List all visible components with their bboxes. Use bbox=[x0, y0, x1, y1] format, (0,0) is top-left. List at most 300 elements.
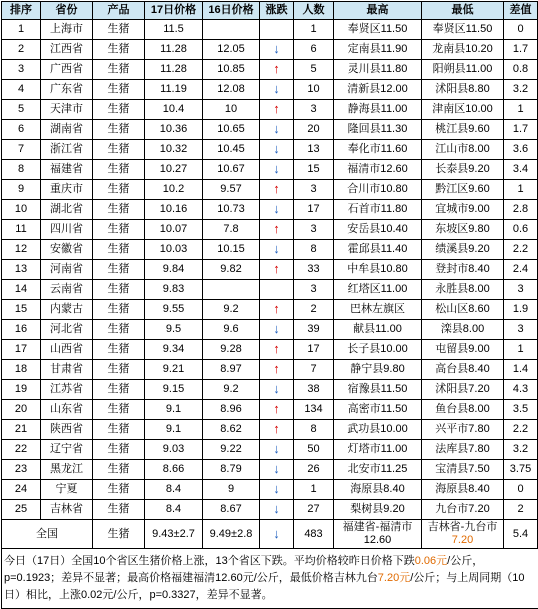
cell-price-17: 9.84 bbox=[145, 260, 203, 280]
arrow-down-icon: ↓ bbox=[273, 81, 280, 96]
arrow-down-icon: ↓ bbox=[273, 161, 280, 176]
summary-price-16: 9.49±2.8 bbox=[203, 520, 260, 549]
cell-low: 高台县8.40 bbox=[422, 360, 504, 380]
cell-province: 广东省 bbox=[41, 80, 93, 100]
table-row bbox=[2, 420, 538, 440]
header-row bbox=[2, 2, 538, 20]
cell-diff: 2.2 bbox=[504, 240, 538, 260]
cell-high: 奉化市11.60 bbox=[334, 140, 422, 160]
cell-trend bbox=[260, 120, 294, 140]
header-low: 最低 bbox=[422, 2, 504, 20]
cell-province: 浙江省 bbox=[41, 140, 93, 160]
cell-province: 山东省 bbox=[41, 400, 93, 420]
cell-rank: 10 bbox=[2, 200, 41, 220]
cell-price-17: 9.03 bbox=[145, 440, 203, 460]
cell-count: 3 bbox=[294, 220, 334, 240]
cell-province: 黑龙江 bbox=[41, 460, 93, 480]
cell-diff: 2.2 bbox=[504, 420, 538, 440]
table-row bbox=[2, 100, 538, 120]
cell-rank: 3 bbox=[2, 60, 41, 80]
cell-product: 生猪 bbox=[93, 200, 145, 220]
cell-high: 奉贤区11.50 bbox=[334, 20, 422, 40]
table-row bbox=[2, 140, 538, 160]
cell-product: 生猪 bbox=[93, 80, 145, 100]
table-row bbox=[2, 40, 538, 60]
cell-price-17: 10.32 bbox=[145, 140, 203, 160]
cell-diff: 3.2 bbox=[504, 440, 538, 460]
cell-diff: 3 bbox=[504, 280, 538, 300]
cell-trend bbox=[260, 360, 294, 380]
cell-low: 江山市8.00 bbox=[422, 140, 504, 160]
cell-rank: 19 bbox=[2, 380, 41, 400]
arrow-down-icon: ↓ bbox=[273, 41, 280, 56]
cell-low: 津南区10.00 bbox=[422, 100, 504, 120]
summary-product: 生猪 bbox=[93, 520, 145, 549]
summary-price-17: 9.43±2.7 bbox=[145, 520, 203, 549]
arrow-down-icon: ↓ bbox=[273, 481, 280, 496]
cell-low: 兴平市7.80 bbox=[422, 420, 504, 440]
cell-high: 合川市10.80 bbox=[334, 180, 422, 200]
cell-price-17: 9.15 bbox=[145, 380, 203, 400]
cell-count: 17 bbox=[294, 200, 334, 220]
cell-low: 宜城市9.00 bbox=[422, 200, 504, 220]
cell-product: 生猪 bbox=[93, 280, 145, 300]
arrow-up-icon: ↑ bbox=[273, 421, 280, 436]
cell-product: 生猪 bbox=[93, 240, 145, 260]
cell-product: 生猪 bbox=[93, 220, 145, 240]
header-price-16: 16日价格 bbox=[203, 2, 260, 20]
cell-province: 云南省 bbox=[41, 280, 93, 300]
cell-rank: 6 bbox=[2, 120, 41, 140]
table-row bbox=[2, 500, 538, 520]
cell-low: 永胜县8.00 bbox=[422, 280, 504, 300]
cell-high: 灵川县11.80 bbox=[334, 60, 422, 80]
arrow-down-icon: ↓ bbox=[273, 441, 280, 456]
arrow-down-icon: ↓ bbox=[273, 201, 280, 216]
price-table bbox=[1, 1, 538, 549]
cell-low: 屯留县9.00 bbox=[422, 340, 504, 360]
cell-diff: 3 bbox=[504, 320, 538, 340]
cell-price-16: 9.57 bbox=[203, 180, 260, 200]
cell-province: 广西省 bbox=[41, 60, 93, 80]
cell-diff: 1 bbox=[504, 180, 538, 200]
summary-row bbox=[2, 520, 538, 549]
table-row bbox=[2, 120, 538, 140]
cell-trend bbox=[260, 240, 294, 260]
table-row bbox=[2, 300, 538, 320]
table-row bbox=[2, 280, 538, 300]
arrow-up-icon: ↑ bbox=[273, 101, 280, 116]
cell-trend bbox=[260, 140, 294, 160]
cell-count: 3 bbox=[294, 280, 334, 300]
cell-rank: 18 bbox=[2, 360, 41, 380]
cell-price-17: 10.4 bbox=[145, 100, 203, 120]
cell-trend bbox=[260, 320, 294, 340]
cell-high: 长子县10.00 bbox=[334, 340, 422, 360]
cell-product: 生猪 bbox=[93, 400, 145, 420]
arrow-down-icon: ↓ bbox=[273, 321, 280, 336]
cell-high: 静宁县9.80 bbox=[334, 360, 422, 380]
cell-trend bbox=[260, 280, 294, 300]
cell-rank: 7 bbox=[2, 140, 41, 160]
table-row bbox=[2, 460, 538, 480]
cell-price-17: 8.66 bbox=[145, 460, 203, 480]
cell-price-17: 10.07 bbox=[145, 220, 203, 240]
cell-province: 河南省 bbox=[41, 260, 93, 280]
cell-price-16: 9 bbox=[203, 480, 260, 500]
table-row bbox=[2, 160, 538, 180]
cell-price-16: 8.79 bbox=[203, 460, 260, 480]
cell-product: 生猪 bbox=[93, 260, 145, 280]
cell-province: 江苏省 bbox=[41, 380, 93, 400]
cell-province: 四川省 bbox=[41, 220, 93, 240]
cell-product: 生猪 bbox=[93, 360, 145, 380]
cell-product: 生猪 bbox=[93, 60, 145, 80]
cell-diff: 1.4 bbox=[504, 360, 538, 380]
cell-product: 生猪 bbox=[93, 20, 145, 40]
cell-product: 生猪 bbox=[93, 320, 145, 340]
cell-product: 生猪 bbox=[93, 440, 145, 460]
cell-high: 海原县8.40 bbox=[334, 480, 422, 500]
cell-rank: 8 bbox=[2, 160, 41, 180]
cell-price-16: 10.65 bbox=[203, 120, 260, 140]
header-trend: 涨跌 bbox=[260, 2, 294, 20]
cell-province: 福建省 bbox=[41, 160, 93, 180]
cell-low: 沭阳县8.80 bbox=[422, 80, 504, 100]
cell-province: 湖北省 bbox=[41, 200, 93, 220]
cell-low: 滦县8.00 bbox=[422, 320, 504, 340]
cell-trend bbox=[260, 200, 294, 220]
cell-rank: 15 bbox=[2, 300, 41, 320]
cell-count: 15 bbox=[294, 160, 334, 180]
cell-diff: 0 bbox=[504, 480, 538, 500]
cell-low: 海原县8.40 bbox=[422, 480, 504, 500]
cell-low: 九台市7.20 bbox=[422, 500, 504, 520]
header-product: 产品 bbox=[93, 2, 145, 20]
cell-count: 8 bbox=[294, 240, 334, 260]
summary-diff: 5.4 bbox=[504, 520, 538, 549]
cell-trend bbox=[260, 260, 294, 280]
cell-rank: 9 bbox=[2, 180, 41, 200]
cell-province: 吉林省 bbox=[41, 500, 93, 520]
cell-price-17: 10.2 bbox=[145, 180, 203, 200]
cell-rank: 17 bbox=[2, 340, 41, 360]
cell-rank: 14 bbox=[2, 280, 41, 300]
cell-price-16: 12.05 bbox=[203, 40, 260, 60]
header-count: 人数 bbox=[294, 2, 334, 20]
cell-price-17: 10.27 bbox=[145, 160, 203, 180]
summary-count: 483 bbox=[294, 520, 334, 549]
cell-low: 法库县7.80 bbox=[422, 440, 504, 460]
arrow-up-icon: ↑ bbox=[273, 341, 280, 356]
note-highlight-drop: 0.06元 bbox=[414, 555, 448, 567]
arrow-down-icon: ↓ bbox=[273, 461, 280, 476]
note-text-1: 今日（17日）全国10个省区生猪价格上涨，13个省区下跌。平均价格较昨日价格下跌 bbox=[4, 555, 415, 567]
cell-province: 湖南省 bbox=[41, 120, 93, 140]
cell-price-16: 10.85 bbox=[203, 60, 260, 80]
cell-trend bbox=[260, 300, 294, 320]
cell-count: 20 bbox=[294, 120, 334, 140]
cell-product: 生猪 bbox=[93, 340, 145, 360]
cell-price-17: 11.28 bbox=[145, 40, 203, 60]
cell-price-17: 9.1 bbox=[145, 420, 203, 440]
cell-province: 甘肃省 bbox=[41, 360, 93, 380]
cell-product: 生猪 bbox=[93, 140, 145, 160]
cell-product: 生猪 bbox=[93, 460, 145, 480]
cell-trend bbox=[260, 400, 294, 420]
cell-high: 北安市11.25 bbox=[334, 460, 422, 480]
cell-rank: 16 bbox=[2, 320, 41, 340]
cell-low: 鱼台县8.00 bbox=[422, 400, 504, 420]
cell-price-16: 8.62 bbox=[203, 420, 260, 440]
cell-trend bbox=[260, 40, 294, 60]
cell-trend bbox=[260, 220, 294, 240]
cell-count: 33 bbox=[294, 260, 334, 280]
arrow-down-icon: ↓ bbox=[273, 141, 280, 156]
cell-province: 重庆市 bbox=[41, 180, 93, 200]
table-row bbox=[2, 380, 538, 400]
cell-diff: 1.7 bbox=[504, 40, 538, 60]
cell-diff: 2.8 bbox=[504, 200, 538, 220]
cell-province: 安徽省 bbox=[41, 240, 93, 260]
cell-count: 13 bbox=[294, 140, 334, 160]
table-row bbox=[2, 180, 538, 200]
cell-price-17: 11.5 bbox=[145, 20, 203, 40]
cell-price-16: 8.67 bbox=[203, 500, 260, 520]
cell-diff: 4.3 bbox=[504, 380, 538, 400]
note-highlight-low: 7.20元 bbox=[377, 572, 411, 584]
cell-high: 梨树县9.20 bbox=[334, 500, 422, 520]
table-row bbox=[2, 80, 538, 100]
cell-product: 生猪 bbox=[93, 180, 145, 200]
cell-price-16: 7.8 bbox=[203, 220, 260, 240]
cell-diff: 1 bbox=[504, 340, 538, 360]
cell-count: 1 bbox=[294, 480, 334, 500]
cell-count: 5 bbox=[294, 60, 334, 80]
cell-price-17: 9.55 bbox=[145, 300, 203, 320]
cell-high: 巴林左旗区 bbox=[334, 300, 422, 320]
cell-low: 松山区8.60 bbox=[422, 300, 504, 320]
cell-price-16: 10 bbox=[203, 100, 260, 120]
cell-low: 阳朔县11.00 bbox=[422, 60, 504, 80]
summary-label: 全国 bbox=[2, 520, 93, 549]
cell-low: 黔江区9.60 bbox=[422, 180, 504, 200]
table-row bbox=[2, 440, 538, 460]
table-row bbox=[2, 400, 538, 420]
cell-count: 7 bbox=[294, 360, 334, 380]
cell-price-16: 10.67 bbox=[203, 160, 260, 180]
table-row bbox=[2, 480, 538, 500]
cell-diff: 3.2 bbox=[504, 80, 538, 100]
cell-rank: 20 bbox=[2, 400, 41, 420]
cell-count: 134 bbox=[294, 400, 334, 420]
table-row bbox=[2, 200, 538, 220]
cell-price-17: 11.28 bbox=[145, 60, 203, 80]
price-report bbox=[1, 1, 537, 609]
cell-price-16: 10.73 bbox=[203, 200, 260, 220]
arrow-up-icon: ↑ bbox=[273, 301, 280, 316]
table-row bbox=[2, 220, 538, 240]
arrow-up-icon: ↑ bbox=[273, 221, 280, 236]
cell-price-16: 9.6 bbox=[203, 320, 260, 340]
cell-province: 上海市 bbox=[41, 20, 93, 40]
cell-province: 河北省 bbox=[41, 320, 93, 340]
note-text-2: /公斤，p=0.1923；差异不显著；最高价格福建福清12.60元/公斤，最低价格吉林九台 bbox=[4, 555, 484, 584]
cell-diff: 1.7 bbox=[504, 120, 538, 140]
cell-trend bbox=[260, 440, 294, 460]
cell-count: 1 bbox=[294, 20, 334, 40]
table-row bbox=[2, 20, 538, 40]
cell-product: 生猪 bbox=[93, 160, 145, 180]
cell-price-16: 9.2 bbox=[203, 380, 260, 400]
cell-price-16: 10.15 bbox=[203, 240, 260, 260]
cell-price-17: 11.19 bbox=[145, 80, 203, 100]
cell-count: 26 bbox=[294, 460, 334, 480]
arrow-down-icon: ↓ bbox=[273, 381, 280, 396]
cell-product: 生猪 bbox=[93, 100, 145, 120]
cell-diff: 2 bbox=[504, 500, 538, 520]
header-diff: 差值 bbox=[504, 2, 538, 20]
cell-rank: 22 bbox=[2, 440, 41, 460]
cell-high: 武功县10.00 bbox=[334, 420, 422, 440]
cell-province: 陕西省 bbox=[41, 420, 93, 440]
cell-high: 静海县11.00 bbox=[334, 100, 422, 120]
cell-price-16: 9.22 bbox=[203, 440, 260, 460]
cell-count: 10 bbox=[294, 80, 334, 100]
cell-high: 霍邱县11.40 bbox=[334, 240, 422, 260]
cell-price-17: 9.34 bbox=[145, 340, 203, 360]
header-province: 省份 bbox=[41, 2, 93, 20]
table-row bbox=[2, 240, 538, 260]
cell-price-17: 8.4 bbox=[145, 500, 203, 520]
header-price-17: 17日价格 bbox=[145, 2, 203, 20]
cell-trend bbox=[260, 460, 294, 480]
cell-diff: 3.6 bbox=[504, 140, 538, 160]
cell-count: 39 bbox=[294, 320, 334, 340]
cell-trend bbox=[260, 100, 294, 120]
cell-product: 生猪 bbox=[93, 120, 145, 140]
cell-count: 8 bbox=[294, 420, 334, 440]
cell-count: 38 bbox=[294, 380, 334, 400]
cell-price-17: 8.4 bbox=[145, 480, 203, 500]
cell-price-16 bbox=[203, 20, 260, 40]
cell-count: 17 bbox=[294, 340, 334, 360]
table-row bbox=[2, 60, 538, 80]
arrow-up-icon: ↑ bbox=[273, 181, 280, 196]
cell-diff: 3.75 bbox=[504, 460, 538, 480]
cell-high: 灯塔市11.00 bbox=[334, 440, 422, 460]
cell-diff: 1 bbox=[504, 100, 538, 120]
cell-product: 生猪 bbox=[93, 480, 145, 500]
note-text-3: /公斤；与上周同期（10日）相比，上涨0.02元/公斤，p=0.3327，差异不显著。 bbox=[4, 572, 525, 601]
cell-diff: 3.5 bbox=[504, 400, 538, 420]
cell-trend bbox=[260, 420, 294, 440]
arrow-down-icon: ↓ bbox=[273, 525, 280, 541]
cell-count: 2 bbox=[294, 300, 334, 320]
cell-price-16: 8.97 bbox=[203, 360, 260, 380]
summary-low-region: 吉林省-九台市 bbox=[427, 521, 498, 533]
cell-high: 福清市12.60 bbox=[334, 160, 422, 180]
cell-count: 50 bbox=[294, 440, 334, 460]
cell-high: 高密市11.50 bbox=[334, 400, 422, 420]
cell-rank: 5 bbox=[2, 100, 41, 120]
cell-high: 中牟县10.80 bbox=[334, 260, 422, 280]
cell-trend bbox=[260, 80, 294, 100]
cell-product: 生猪 bbox=[93, 40, 145, 60]
cell-diff: 0.6 bbox=[504, 220, 538, 240]
summary-trend bbox=[260, 520, 294, 549]
cell-low: 奉贤区11.50 bbox=[422, 20, 504, 40]
arrow-down-icon: ↓ bbox=[273, 121, 280, 136]
cell-low: 宝清县7.50 bbox=[422, 460, 504, 480]
cell-rank: 13 bbox=[2, 260, 41, 280]
cell-trend bbox=[260, 180, 294, 200]
cell-price-16 bbox=[203, 280, 260, 300]
cell-rank: 2 bbox=[2, 40, 41, 60]
cell-rank: 24 bbox=[2, 480, 41, 500]
cell-count: 3 bbox=[294, 100, 334, 120]
summary-low-value: 7.20 bbox=[451, 534, 474, 546]
cell-count: 3 bbox=[294, 180, 334, 200]
cell-low: 东坡区9.80 bbox=[422, 220, 504, 240]
cell-product: 生猪 bbox=[93, 500, 145, 520]
header-high: 最高 bbox=[334, 2, 422, 20]
cell-low: 长泰县9.20 bbox=[422, 160, 504, 180]
cell-diff: 0 bbox=[504, 20, 538, 40]
cell-product: 生猪 bbox=[93, 380, 145, 400]
cell-province: 天津市 bbox=[41, 100, 93, 120]
summary-low bbox=[422, 520, 504, 549]
cell-count: 6 bbox=[294, 40, 334, 60]
cell-low: 登封市8.40 bbox=[422, 260, 504, 280]
table-row bbox=[2, 260, 538, 280]
cell-price-16: 10.45 bbox=[203, 140, 260, 160]
header-rank: 排序 bbox=[2, 2, 41, 20]
cell-high: 隆回县11.30 bbox=[334, 120, 422, 140]
cell-trend bbox=[260, 480, 294, 500]
cell-rank: 4 bbox=[2, 80, 41, 100]
arrow-down-icon: ↓ bbox=[273, 241, 280, 256]
cell-product: 生猪 bbox=[93, 420, 145, 440]
cell-price-16: 12.08 bbox=[203, 80, 260, 100]
cell-product: 生猪 bbox=[93, 300, 145, 320]
cell-price-17: 10.03 bbox=[145, 240, 203, 260]
cell-high: 安岳县10.40 bbox=[334, 220, 422, 240]
summary-high: 福建省-福清市12.60 bbox=[334, 520, 422, 549]
cell-price-17: 10.16 bbox=[145, 200, 203, 220]
summary-note bbox=[1, 549, 538, 609]
cell-low: 龙南县10.20 bbox=[422, 40, 504, 60]
arrow-up-icon: ↑ bbox=[273, 401, 280, 416]
cell-trend bbox=[260, 60, 294, 80]
arrow-up-icon: ↑ bbox=[273, 261, 280, 276]
cell-high: 献县11.00 bbox=[334, 320, 422, 340]
cell-price-17: 9.5 bbox=[145, 320, 203, 340]
cell-price-16: 9.28 bbox=[203, 340, 260, 360]
cell-province: 宁夏 bbox=[41, 480, 93, 500]
arrow-down-icon: ↓ bbox=[273, 501, 280, 516]
arrow-up-icon: ↑ bbox=[273, 361, 280, 376]
cell-rank: 23 bbox=[2, 460, 41, 480]
cell-high: 石首市11.80 bbox=[334, 200, 422, 220]
cell-count: 27 bbox=[294, 500, 334, 520]
cell-price-17: 10.36 bbox=[145, 120, 203, 140]
cell-rank: 25 bbox=[2, 500, 41, 520]
cell-low: 绩溪县9.20 bbox=[422, 240, 504, 260]
cell-trend bbox=[260, 500, 294, 520]
cell-price-16: 9.2 bbox=[203, 300, 260, 320]
table-row bbox=[2, 320, 538, 340]
